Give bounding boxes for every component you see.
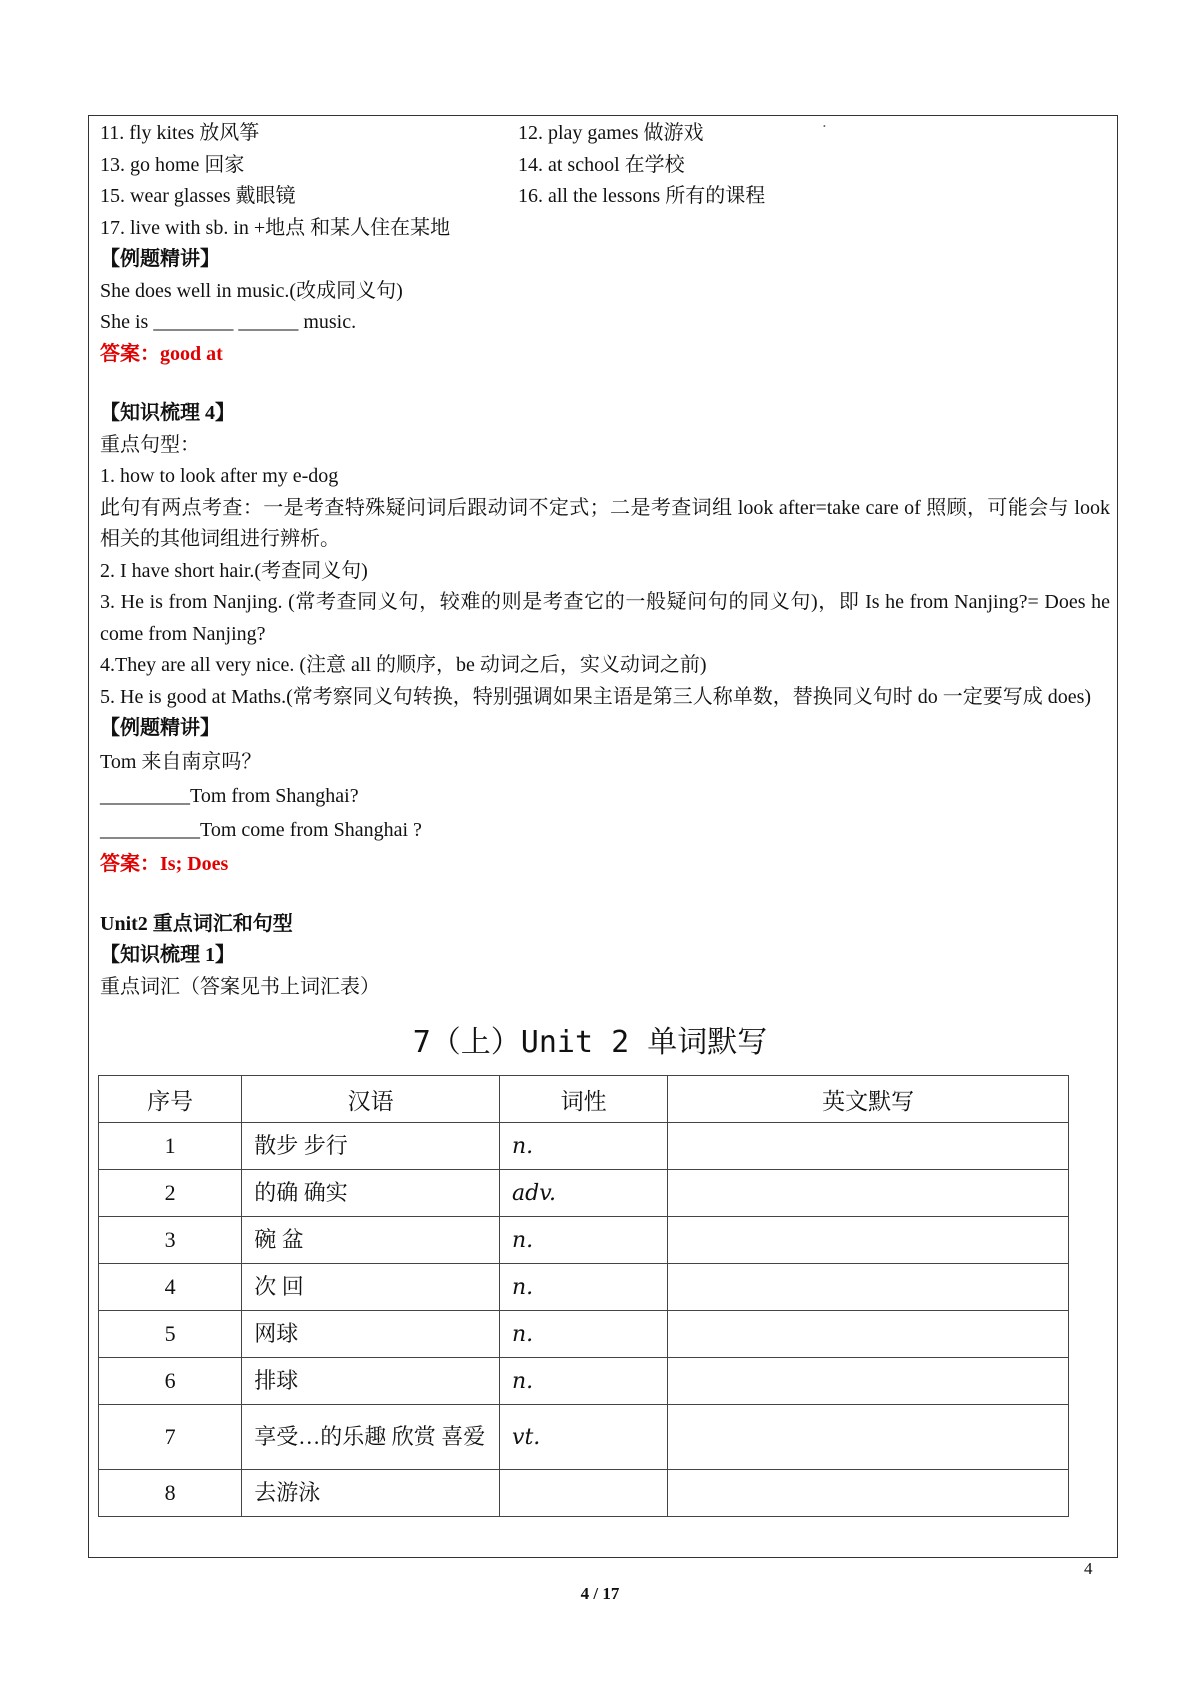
row-pos — [500, 1470, 668, 1517]
row-chinese: 排球 — [242, 1358, 500, 1405]
answer-text: 答案：Is; Does — [100, 852, 229, 875]
unit-heading: Unit2 重点词汇和句型 — [100, 912, 293, 935]
page-count: 4 / 17 — [580, 1584, 620, 1603]
worksheet-title: 7（上）Unit 2 单词默写 — [412, 1025, 768, 1060]
answer-cell[interactable] — [668, 1358, 1069, 1405]
example-blank-line: _________Tom from Shanghai? — [100, 784, 359, 807]
sentence-item: 2. I have short hair.(考查同义句) — [100, 559, 368, 582]
example-question: She does well in music.(改成同义句) — [100, 279, 403, 302]
row-number: 1 — [99, 1123, 242, 1170]
answer-cell[interactable] — [668, 1470, 1069, 1517]
phrase-item: 17. live with sb. in +地点 和某人住在某地 — [100, 216, 451, 239]
page-content — [100, 118, 1110, 1517]
row-number: 2 — [99, 1170, 242, 1217]
example-blank-line: She is ________ ______ music. — [100, 311, 357, 333]
phrase-row — [100, 118, 1110, 150]
table-row — [99, 1311, 1069, 1358]
example-heading: 【例题精讲】 — [100, 717, 220, 739]
page-number: 4 — [1084, 1559, 1093, 1578]
answer-cell[interactable] — [668, 1405, 1069, 1470]
stray-mark: • — [823, 122, 826, 131]
phrase-item: 11. fly kites 放风筝 — [100, 122, 260, 144]
phrase-item: 14. at school 在学校 — [518, 153, 685, 176]
row-chinese: 去游泳 — [242, 1470, 500, 1517]
phrase-list — [100, 118, 1110, 213]
row-pos: n. — [500, 1264, 668, 1311]
sentence-item: 4.They are all very nice. (注意 all 的顺序，be 动词之后，实义动词之前) — [100, 654, 707, 676]
phrase-item: 12. play games 做游戏 — [518, 122, 704, 144]
example-blank-line: __________Tom come from Shanghai ? — [100, 818, 422, 841]
row-pos: n. — [500, 1311, 668, 1358]
vocab-note: 重点词汇（答案见书上词汇表） — [100, 975, 380, 998]
table-row — [99, 1264, 1069, 1311]
answer-text: 答案：good at — [100, 342, 223, 365]
table-row — [99, 1358, 1069, 1405]
row-pos: vt. — [500, 1405, 668, 1470]
answer-cell[interactable] — [668, 1311, 1069, 1358]
table-row — [99, 1170, 1069, 1217]
row-number: 7 — [99, 1405, 242, 1470]
vocab-table — [98, 1075, 1069, 1517]
table-row — [99, 1405, 1069, 1470]
column-header-pos: 词性 — [500, 1076, 668, 1123]
phrase-row — [100, 181, 1110, 213]
answer-cell[interactable] — [668, 1217, 1069, 1264]
phrase-row — [100, 150, 1110, 182]
answer-cell[interactable] — [668, 1170, 1069, 1217]
row-number: 6 — [99, 1358, 242, 1405]
row-pos: n. — [500, 1358, 668, 1405]
table-header-row — [99, 1076, 1069, 1123]
row-pos: n. — [500, 1217, 668, 1264]
sentence-item: 3. He is from Nanjing. (常考查同义句，较难的则是考查它的一般疑问句的同义句)，即 Is he from Nanjing?= Does he come from Nanjing? — [100, 591, 1110, 645]
phrase-item: 13. go home 回家 — [100, 153, 245, 176]
table-row — [99, 1217, 1069, 1264]
row-chinese: 享受…的乐趣 欣赏 喜爱 — [242, 1405, 500, 1470]
section-heading: 【知识梳理 4】 — [100, 402, 235, 424]
sentence-note: 此句有两点考查：一是考查特殊疑问词后跟动词不定式；二是考查词组 look after=take care of 照顾，可能会与 look 相关的其他词组进行辨析。 — [100, 496, 1110, 550]
example-question: Tom 来自南京吗？ — [100, 750, 262, 773]
phrase-item: 15. wear glasses 戴眼镜 — [100, 185, 296, 207]
phrase-item: 16. all the lessons 所有的课程 — [518, 185, 766, 207]
row-chinese: 网球 — [242, 1311, 500, 1358]
column-header-number: 序号 — [99, 1076, 242, 1123]
row-number: 8 — [99, 1470, 242, 1517]
section-heading: 【知识梳理 1】 — [100, 944, 235, 966]
row-chinese: 的确 确实 — [242, 1170, 500, 1217]
row-number: 5 — [99, 1311, 242, 1358]
row-number: 3 — [99, 1217, 242, 1264]
sentence-item: 1. how to look after my e-dog — [100, 465, 339, 487]
row-pos: adv. — [500, 1170, 668, 1217]
table-row — [99, 1123, 1069, 1170]
table-row — [99, 1470, 1069, 1517]
section-subheading: 重点句型： — [100, 433, 200, 456]
row-chinese: 次 回 — [242, 1264, 500, 1311]
row-chinese: 碗 盆 — [242, 1217, 500, 1264]
row-number: 4 — [99, 1264, 242, 1311]
row-chinese: 散步 步行 — [242, 1123, 500, 1170]
example-heading: 【例题精讲】 — [100, 248, 220, 270]
row-pos: n. — [500, 1123, 668, 1170]
answer-cell[interactable] — [668, 1264, 1069, 1311]
column-header-chinese: 汉语 — [242, 1076, 500, 1123]
answer-cell[interactable] — [668, 1123, 1069, 1170]
column-header-english: 英文默写 — [668, 1076, 1069, 1123]
sentence-item: 5. He is good at Maths.(常考察同义句转换，特别强调如果主语是第三人称单数，替换同义句时 do 一定要写成 does) — [100, 685, 1092, 708]
